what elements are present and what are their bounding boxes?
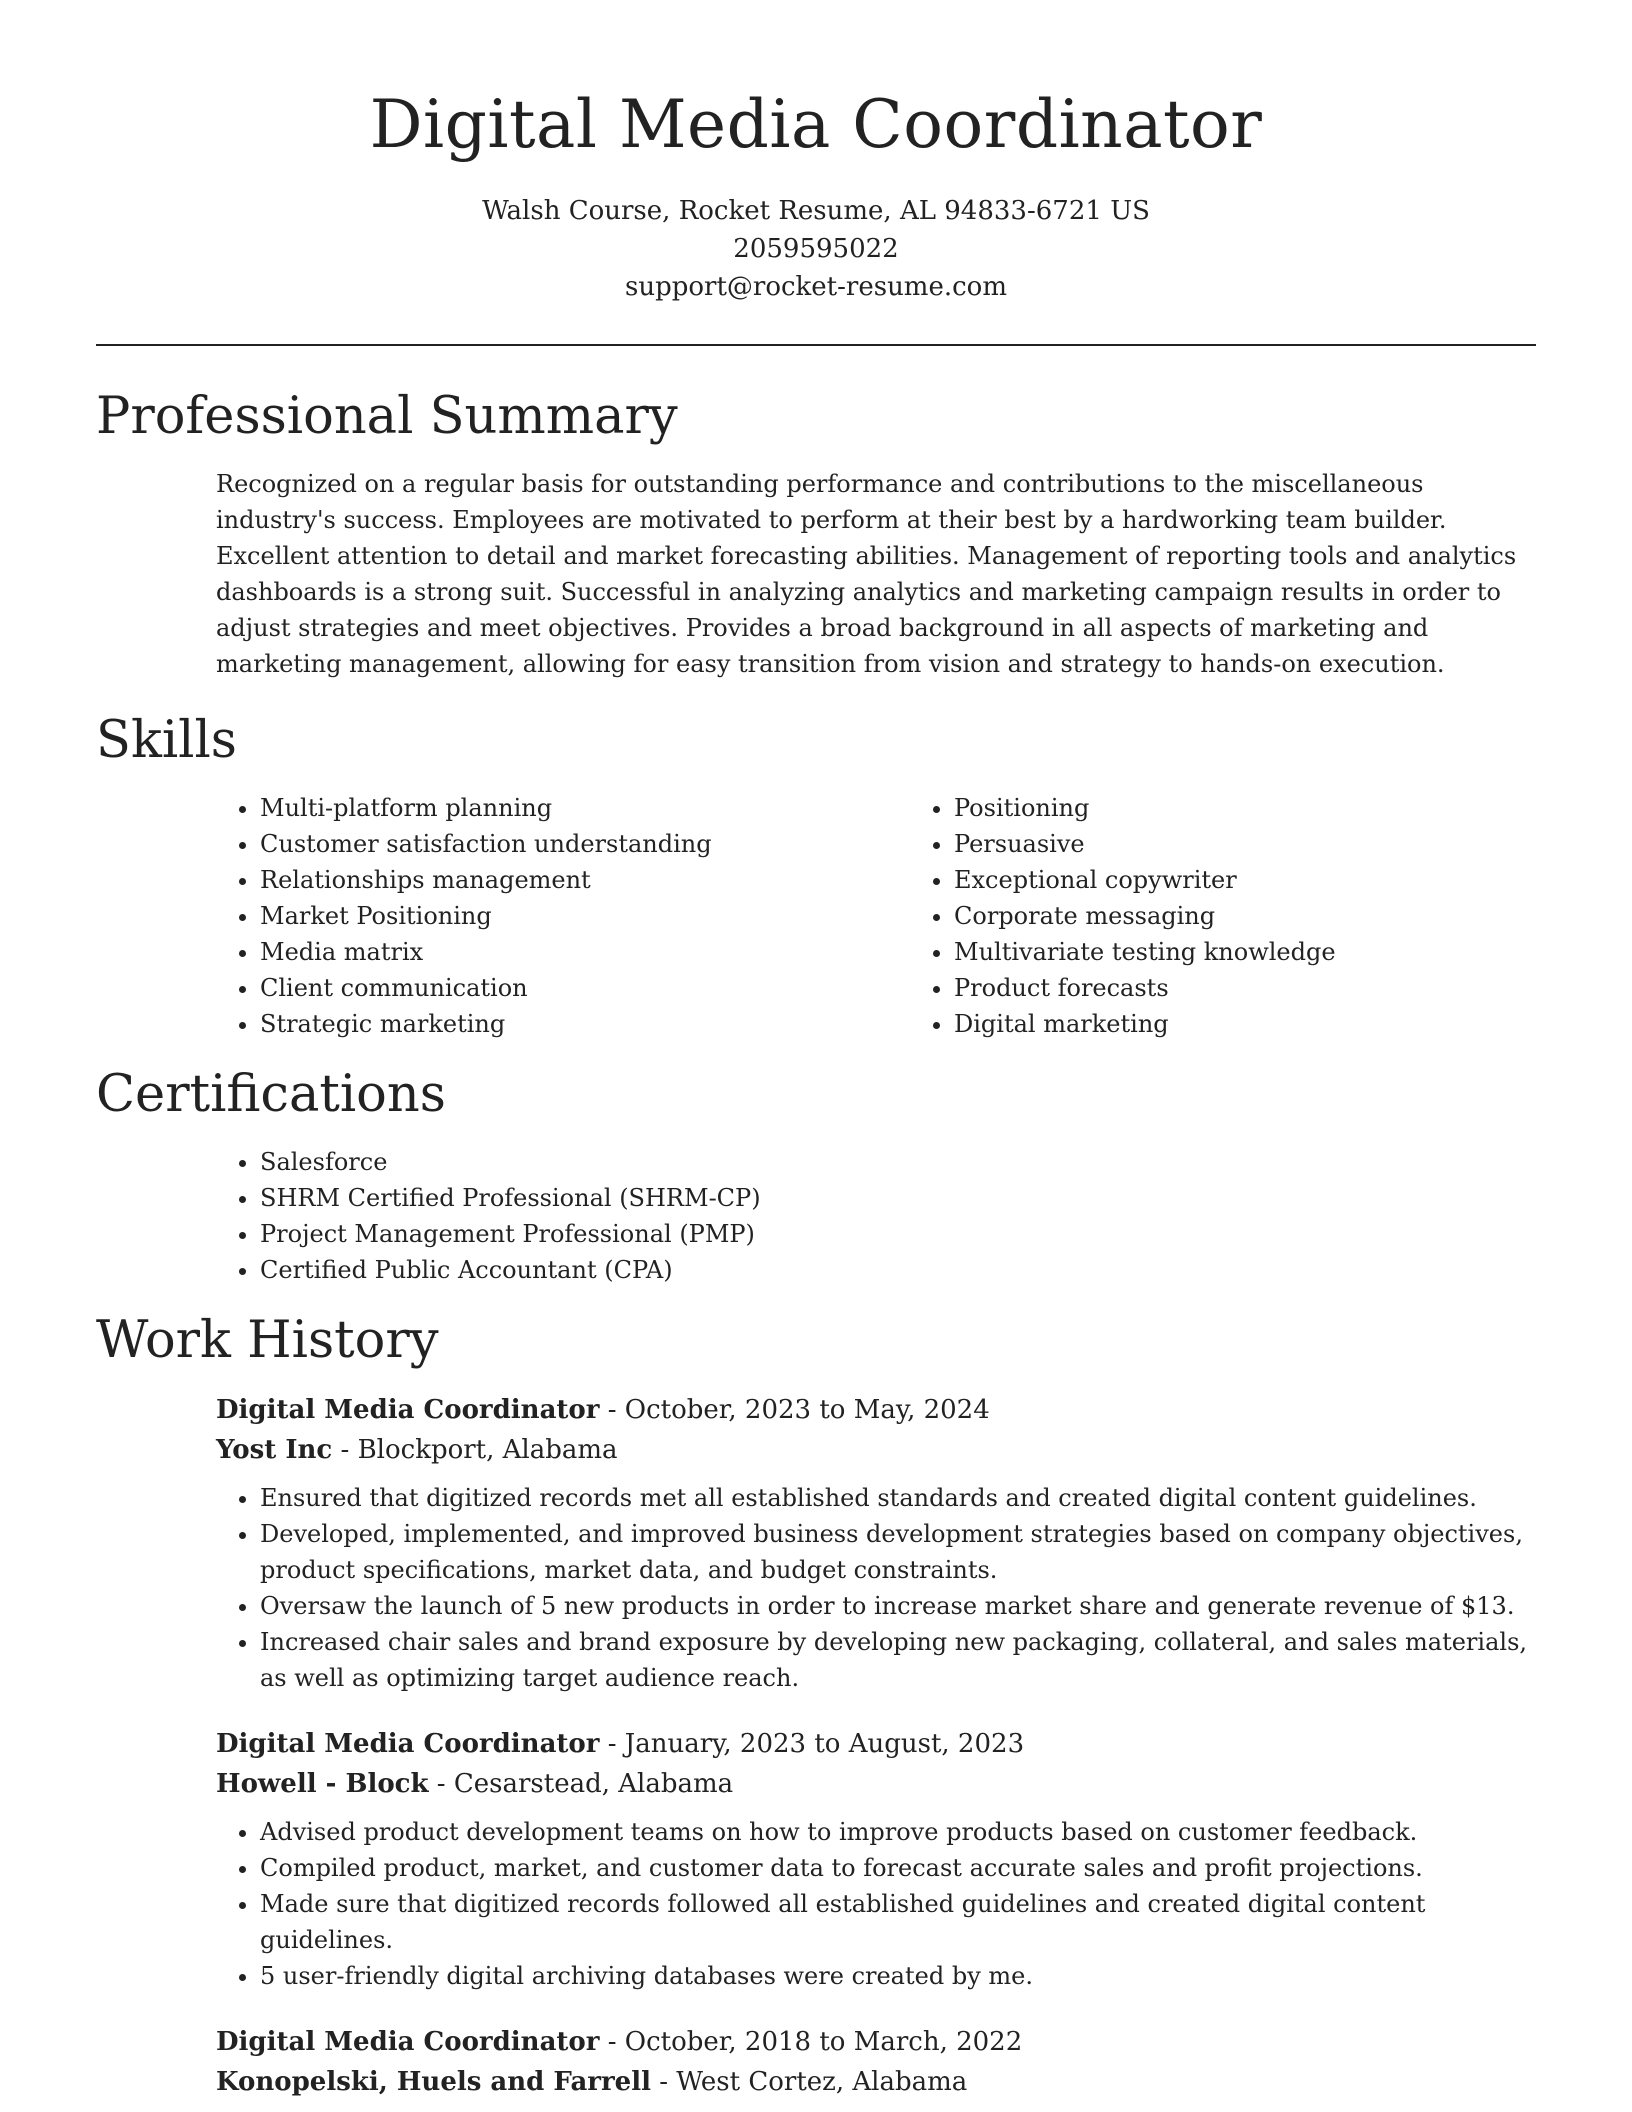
summary-section <box>96 386 1536 682</box>
skills-heading: Skills <box>96 711 237 770</box>
job-org-line <box>216 2062 1536 2102</box>
skill-item: • Digital marketing <box>954 1006 1536 1042</box>
header-divider <box>96 344 1536 346</box>
job-title-line <box>216 1724 1536 1764</box>
job-bullets <box>216 1814 1536 1994</box>
job-org-line <box>216 1430 1536 1470</box>
job-bullet: • Ensured that digitized records met all established standards and created digital content guidelines. <box>260 1480 1536 1516</box>
skill-item: • Multivariate testing knowledge <box>954 934 1536 970</box>
job-dates: - October, 2023 to May, 2024 <box>599 1395 990 1425</box>
certification-item: • Certified Public Accountant (CPA) <box>260 1252 1536 1288</box>
skill-item: • Multi-platform planning <box>260 790 910 826</box>
skills-list-right <box>910 790 1536 1042</box>
summary-heading: Professional Summary <box>96 387 678 446</box>
job-bullet: • Developed, implemented, and improved business development strategies based on company objectives, product specifications, market data, and budget constraints. <box>260 1516 1536 1588</box>
work-history-heading: Work History <box>96 1311 439 1370</box>
skill-item: • Relationships management <box>260 862 910 898</box>
job-entry <box>216 1724 1536 1994</box>
skill-item: • Market Positioning <box>260 898 910 934</box>
summary-text: Recognized on a regular basis for outstanding performance and contributions to the miscellaneous industry's success. Employees are motivated to perform at their best by a hardworking team builder. Excellent attention to detail and market forecasting abilities. Management of reporting tools and analytics dashboards is a strong suit. Successful in analyzing analytics and marketing campaign results in order to adjust strategies and meet objectives. Provides a broad background in all aspects of marketing and marketing management, allowing for easy transition from vision and strategy to hands-on execution. <box>216 470 1517 678</box>
skill-item: • Client communication <box>260 970 910 1006</box>
skill-item: • Media matrix <box>260 934 910 970</box>
job-dates: - January, 2023 to August, 2023 <box>599 1729 1025 1759</box>
job-bullet: • Advised product development teams on how to improve products based on customer feedback. <box>260 1814 1536 1850</box>
page-title: Digital Media Coordinator <box>369 86 1263 163</box>
skill-item: • Exceptional copywriter <box>954 862 1536 898</box>
skills-list-left <box>216 790 910 1042</box>
job-role: Digital Media Coordinator <box>216 2027 600 2057</box>
skill-item: • Product forecasts <box>954 970 1536 1006</box>
job-title-line <box>216 2022 1536 2062</box>
skill-item: • Strategic marketing <box>260 1006 910 1042</box>
job-location: - Cesarstead, Alabama <box>428 1769 734 1799</box>
certifications-section <box>96 1064 1536 1310</box>
address-text: Walsh Course, Rocket Resume, AL 94833-6721 US <box>482 196 1150 226</box>
job-location: - Blockport, Alabama <box>332 1435 618 1465</box>
skill-item: • Persuasive <box>954 826 1536 862</box>
certification-item: • SHRM Certified Professional (SHRM-CP) <box>260 1180 1536 1216</box>
certification-item: • Project Management Professional (PMP) <box>260 1216 1536 1252</box>
job-company: Howell - Block <box>216 1769 429 1799</box>
job-bullet: • Compiled product, market, and customer data to forecast accurate sales and profit projections. <box>260 1850 1536 1886</box>
job-bullet: • 5 user-friendly digital archiving databases were created by me. <box>260 1958 1536 1994</box>
job-bullets <box>216 1480 1536 1696</box>
email-text: support@rocket-resume.com <box>624 272 1007 302</box>
certifications-list <box>216 1144 1536 1288</box>
job-org-line <box>216 1764 1536 1804</box>
job-entry <box>216 2022 1536 2102</box>
job-entry <box>216 1390 1536 1696</box>
skill-item: • Customer satisfaction understanding <box>260 826 910 862</box>
job-location: - West Cortez, Alabama <box>650 2067 968 2097</box>
job-bullet: • Oversaw the launch of 5 new products in order to increase market share and generate revenue of $13. <box>260 1588 1536 1624</box>
job-role: Digital Media Coordinator <box>216 1395 600 1425</box>
contact-block <box>96 192 1536 306</box>
job-title-line <box>216 1390 1536 1430</box>
job-company: Yost Inc <box>216 1435 333 1465</box>
skill-item: • Positioning <box>954 790 1536 826</box>
certifications-heading: Certifications <box>96 1065 446 1124</box>
certification-item: • Salesforce <box>260 1144 1536 1180</box>
job-bullet: • Increased chair sales and brand exposure by developing new packaging, collateral, and sales materials, as well as optimizing target audience reach. <box>260 1624 1536 1696</box>
job-bullet: • Made sure that digitized records followed all established guidelines and created digital content guidelines. <box>260 1886 1536 1958</box>
job-company: Konopelski, Huels and Farrell <box>216 2067 651 2097</box>
skills-section <box>96 710 1536 1064</box>
work-history-section <box>96 1310 1536 2102</box>
job-dates: - October, 2018 to March, 2022 <box>599 2027 1023 2057</box>
phone-text: 2059595022 <box>733 234 899 264</box>
job-role: Digital Media Coordinator <box>216 1729 600 1759</box>
skill-item: • Corporate messaging <box>954 898 1536 934</box>
